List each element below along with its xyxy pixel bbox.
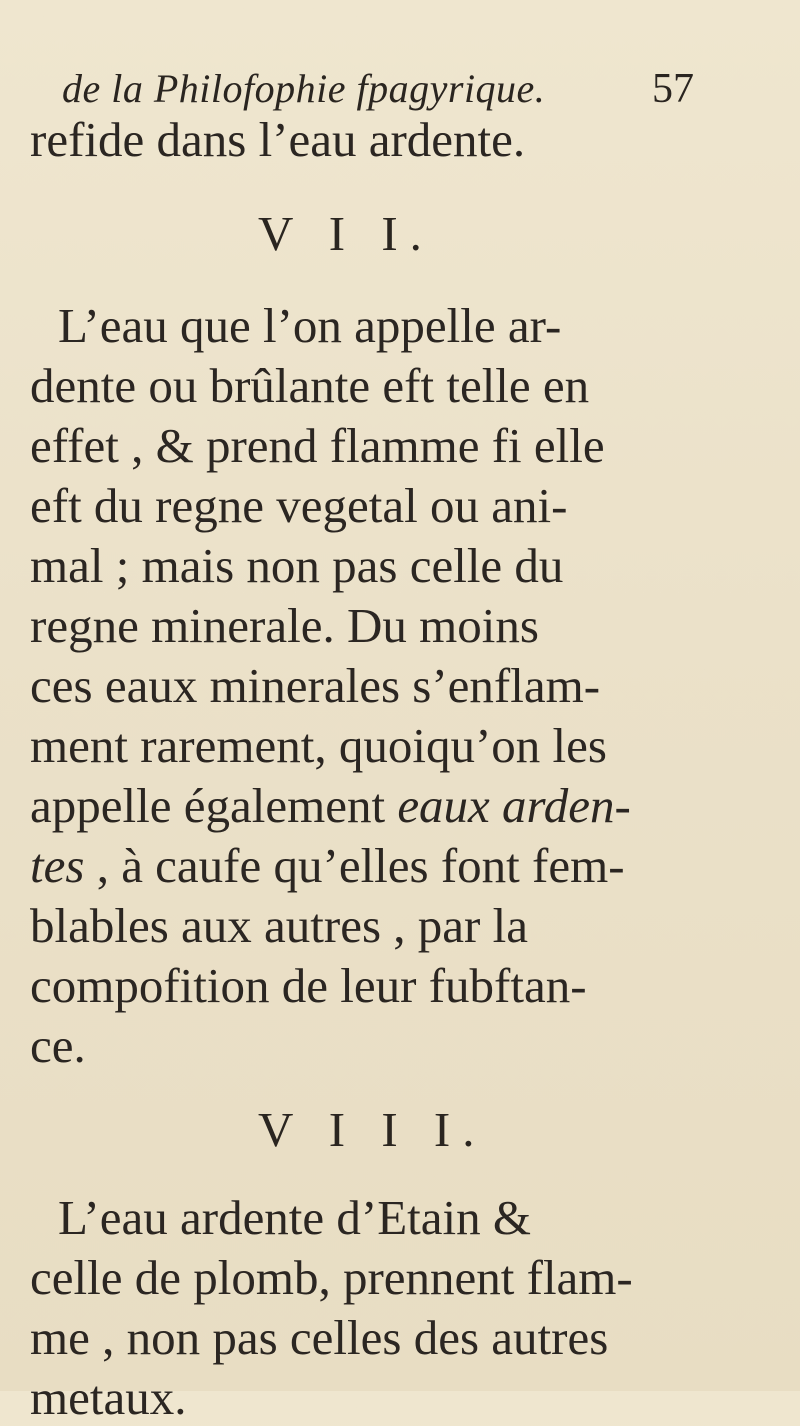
text-line: mal ; mais non pas celle du [30, 538, 564, 593]
section-number-vii: V I I. [258, 206, 434, 261]
text-line: compofition de leur fubftan- [30, 958, 587, 1013]
italic-text-segment: eaux arden- [397, 778, 631, 833]
text-line [30, 778, 631, 834]
text-line: ment rarement, quoiqu’on les [30, 718, 607, 773]
running-header [62, 64, 694, 114]
italic-text-segment: tes [30, 838, 85, 893]
text-line: refide dans l’eau ardente. [30, 112, 526, 167]
text-line: celle de plomb, prennent flam- [30, 1250, 633, 1305]
text-segment: , à caufe qu’elles font fem- [84, 838, 625, 893]
text-line: dente ou brûlante eft telle en [30, 358, 590, 413]
text-line: L’eau ardente d’Etain & [58, 1190, 532, 1245]
page-number: 57 [652, 66, 694, 112]
text-line: ce. [30, 1018, 86, 1073]
text-line: eft du regne vegetal ou ani- [30, 478, 568, 533]
section-number-viii: V I I I. [258, 1102, 487, 1157]
text-line: ces eaux minerales s’enflam- [30, 658, 601, 713]
text-segment: appelle également [30, 778, 398, 833]
text-line: metaux. [30, 1370, 187, 1425]
text-line [30, 838, 625, 894]
text-line: effet , & prend flamme fi elle [30, 418, 605, 473]
text-line: blables aux autres , par la [30, 898, 528, 953]
text-line: L’eau que l’on appelle ar- [58, 298, 562, 353]
text-line: regne minerale. Du moins [30, 598, 539, 653]
text-line: me , non pas celles des autres [30, 1310, 609, 1365]
running-title: de la Philofophie fpagyrique. [62, 66, 546, 111]
